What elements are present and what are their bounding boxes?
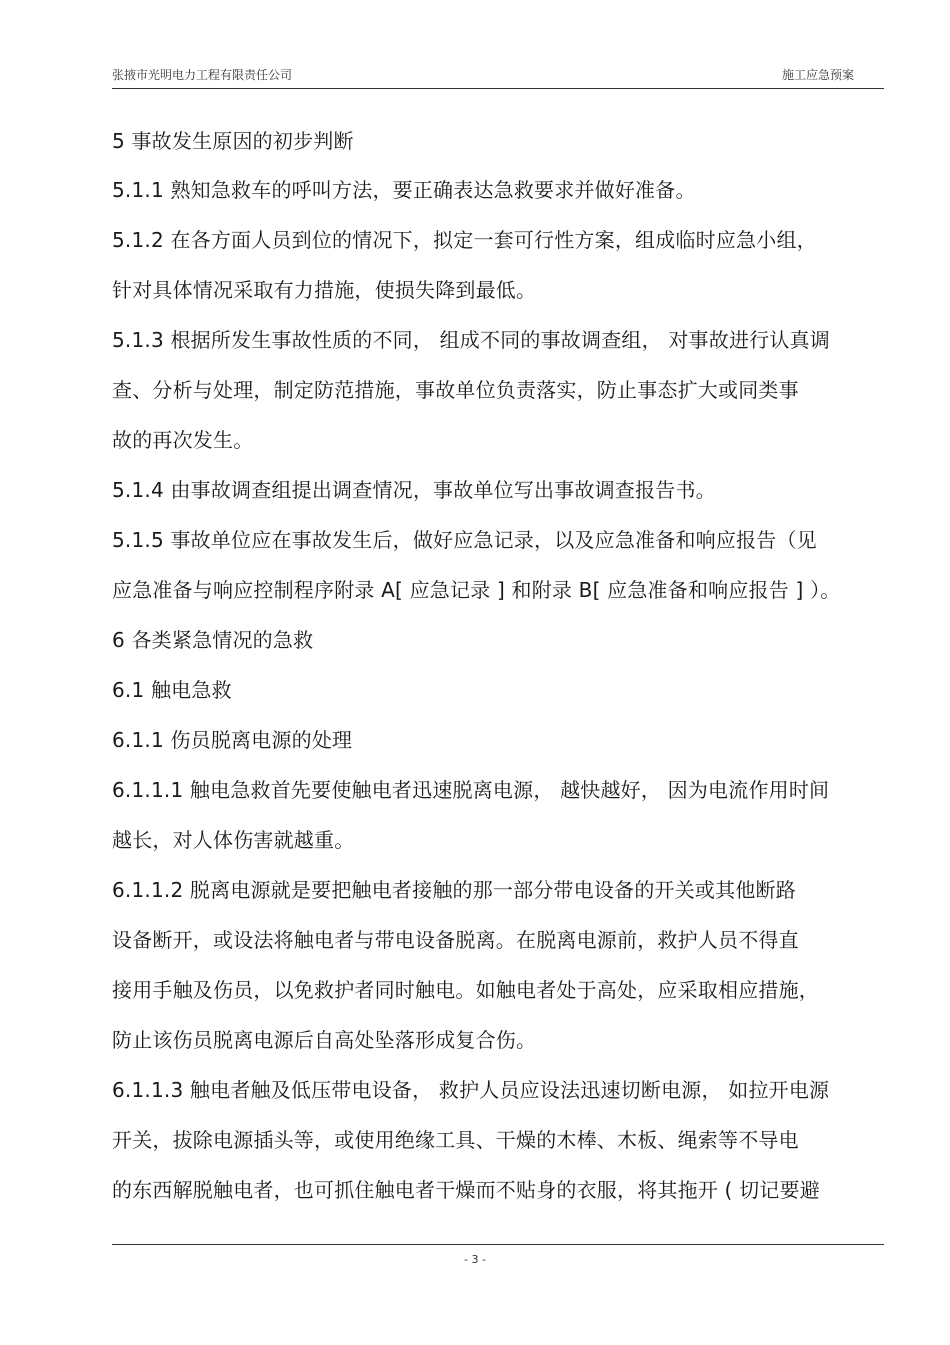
body-line: 的东西解脱触电者，也可抓住触电者干燥而不贴身的衣服，将其拖开 ( 切记要避 xyxy=(112,1178,820,1202)
body-line: 针对具体情况采取有力措施，使损失降到最低。 xyxy=(112,278,537,302)
body-line: 故的再次发生。 xyxy=(112,428,254,452)
header-doc-title: 施工应急预案 xyxy=(781,68,854,82)
body-line: 防止该伤员脱离电源后自高处坠落形成复合伤。 xyxy=(112,1028,537,1052)
footer-rule xyxy=(112,1244,884,1245)
body-line: 5.1.1 熟知急救车的呼叫方法，要正确表达急救要求并做好准备。 xyxy=(112,178,696,202)
body-line: 查、分析与处理，制定防范措施，事故单位负责落实，防止事态扩大或同类事 xyxy=(112,378,799,402)
page-number: - 3 - xyxy=(464,1253,486,1266)
body-line: 6.1.1.1 触电急救首先要使触电者迅速脱离电源， 越快越好， 因为电流作用时间 xyxy=(112,778,830,802)
body-line: 接用手触及伤员，以免救护者同时触电。如触电者处于高处，应采取相应措施， xyxy=(112,978,819,1002)
body-line: 应急准备与响应控制程序附录 A[ 应急记录 ] 和附录 B[ 应急准备和响应报告 ] ）。 xyxy=(112,578,841,602)
body-line: 5.1.4 由事故调查组提出调查情况，事故单位写出事故调查报告书。 xyxy=(112,478,716,502)
body-line: 6.1.1 伤员脱离电源的处理 xyxy=(112,728,353,752)
body-line: 5 事故发生原因的初步判断 xyxy=(112,129,354,153)
body-line: 设备断开，或设法将触电者与带电设备脱离。在脱离电源前，救护人员不得直 xyxy=(112,928,799,952)
body-line: 5.1.2 在各方面人员到位的情况下，拟定一套可行性方案，组成临时应急小组， xyxy=(112,228,817,252)
header-company: 张掖市光明电力工程有限责任公司 xyxy=(112,68,293,82)
body-line: 6.1 触电急救 xyxy=(112,678,232,702)
body-line: 5.1.5 事故单位应在事故发生后，做好应急记录，以及应急准备和响应报告（见 xyxy=(112,528,817,552)
body-line: 开关，拔除电源插头等，或使用绝缘工具、干燥的木棒、木板、绳索等不导电 xyxy=(112,1128,799,1152)
body-line: 6 各类紧急情况的急救 xyxy=(112,628,314,652)
body-line: 5.1.3 根据所发生事故性质的不同， 组成不同的事故调查组， 对事故进行认真调 xyxy=(112,328,830,352)
body-line: 6.1.1.2 脱离电源就是要把触电者接触的那一部分带电设备的开关或其他断路 xyxy=(112,878,796,902)
body-line: 越长，对人体伤害就越重。 xyxy=(112,828,355,852)
body-line: 6.1.1.3 触电者触及低压带电设备， 救护人员应设法迅速切断电源， 如拉开电源 xyxy=(112,1078,830,1102)
header-rule xyxy=(112,88,884,89)
